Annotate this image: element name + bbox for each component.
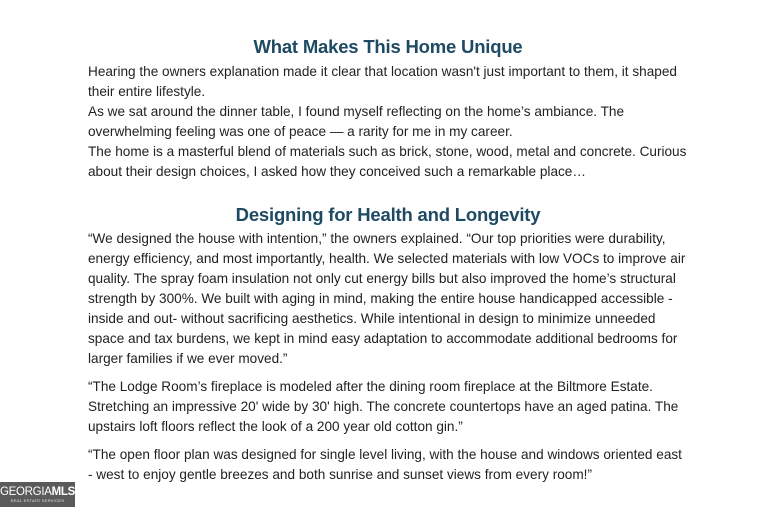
paragraph: “We designed the house with intention,” the owners explained. “Our top priorities were durability, energy efficiency, and most importantly, health. We selected materials with low VOCs to improve air quality. The spray foam insulation not only cut energy bills but also improved the home’s structural strength by 300%. We built with aging in mind, making the entire house handicapped accessible -inside and out- without sacrificing aesthetics. While intentional in design to minimize unneeded space and tax burdens, we kept in mind easy adaptation to accommodate additional bedrooms for larger families if we ever moved.” [88, 231, 686, 366]
georgia-mls-logo [0, 482, 75, 507]
logo-brand-part2: MLS [51, 486, 75, 498]
section-health [88, 202, 688, 485]
logo-tagline: REAL ESTATE SERVICES [10, 498, 65, 503]
section-unique [88, 34, 688, 182]
paragraph: As we sat around the dinner table, I found myself reflecting on the home’s ambiance. The overwhelming feeling was one of peace — a rarity for me in my career. [88, 104, 625, 139]
section-heading-unique: What Makes This Home Unique [253, 36, 523, 57]
section-heading-health: Designing for Health and Longevity [235, 204, 541, 225]
logo-wordmark [0, 486, 75, 498]
article-content [88, 34, 688, 493]
paragraph: “The open floor plan was designed for single level living, with the house and windows oriented east - west to enjoy gentle breezes and both sunrise and sunset views from every room!” [88, 447, 682, 482]
paragraph: “The Lodge Room’s fireplace is modeled after the dining room fireplace at the Biltmore Estate. Stretching an impressive 20' wide by 30' high. The concrete countertops have an aged patina. The upstairs loft floors reflect the look of a 200 year old cotton gin.” [88, 379, 679, 434]
logo-brand-part1: GEORGIA [0, 486, 52, 498]
paragraph: Hearing the owners explanation made it clear that location wasn't just important to them, it shaped their entire lifestyle. [88, 64, 677, 99]
paragraph: The home is a masterful blend of materials such as brick, stone, wood, metal and concrete. Curious about their design choices, I asked how they conceived such a remarkable place… [88, 144, 687, 179]
